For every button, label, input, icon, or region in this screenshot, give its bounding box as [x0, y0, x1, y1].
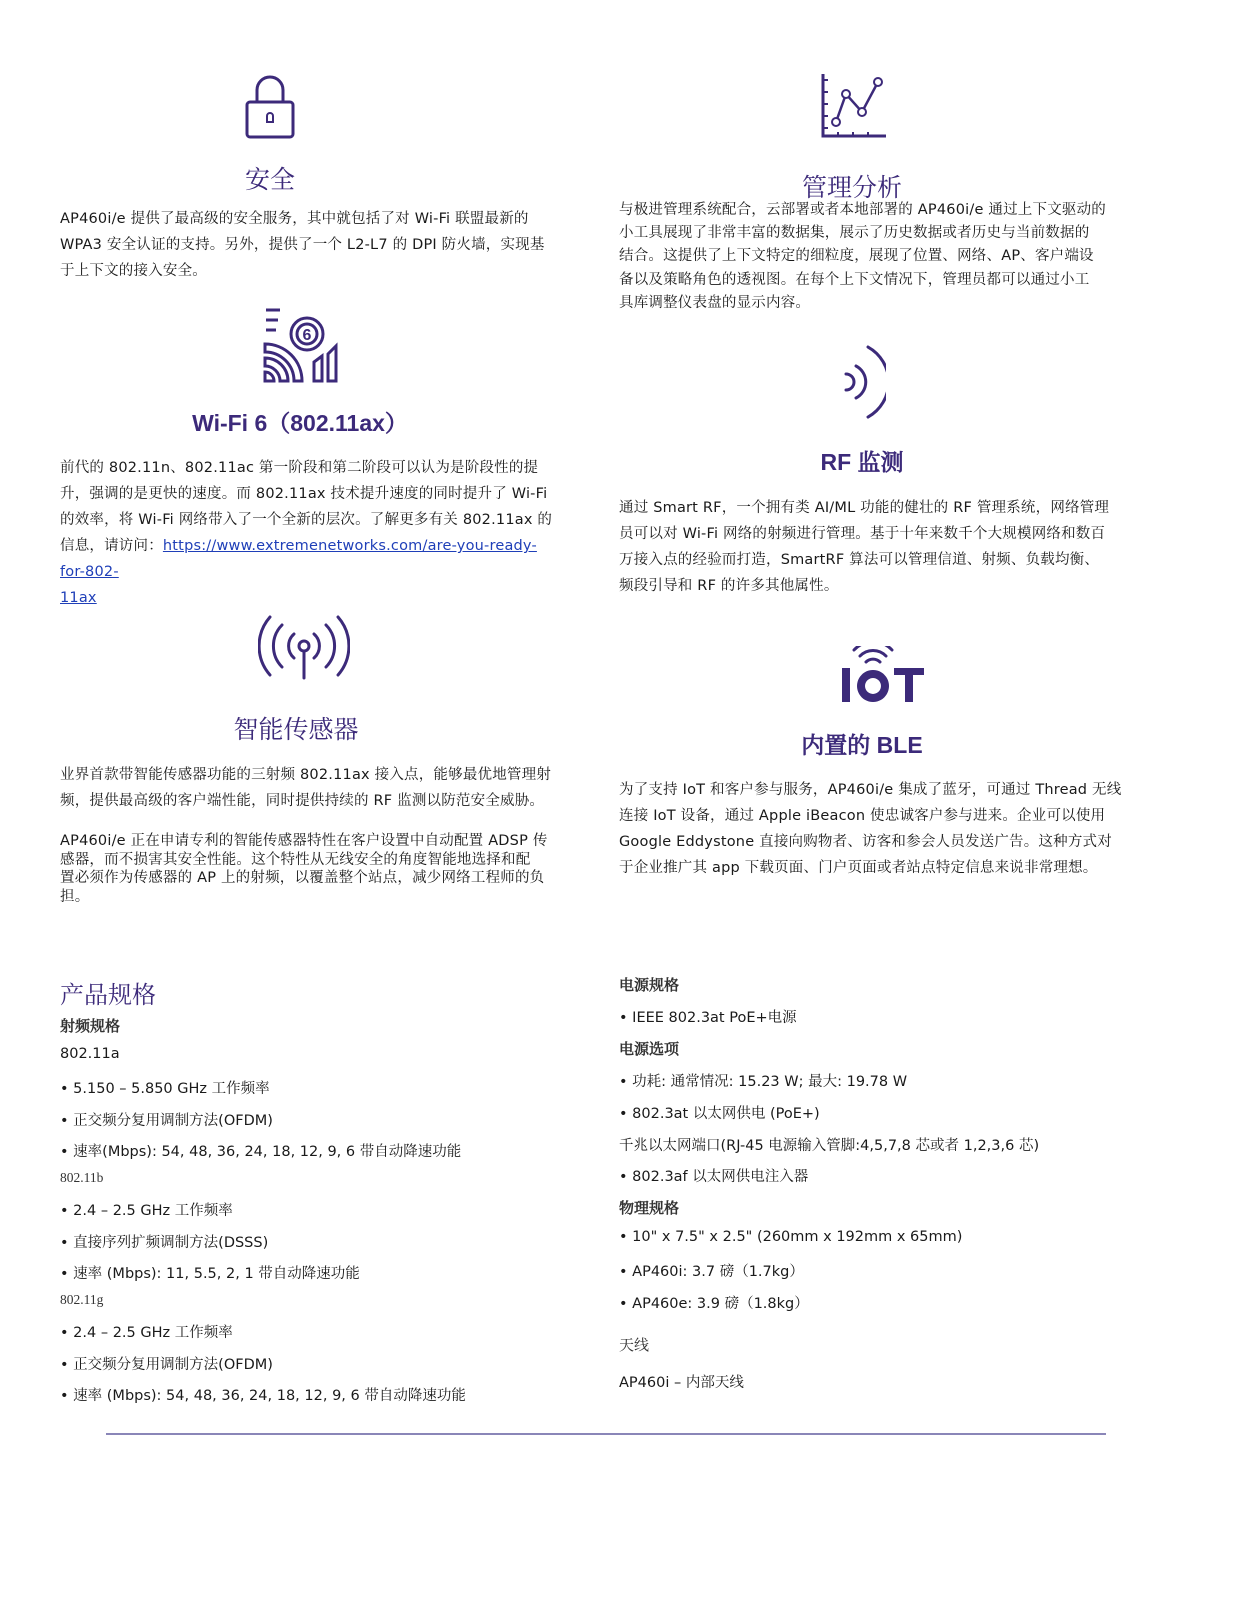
spec-80211a-label: 802.11a: [60, 1046, 120, 1062]
power-spec-heading: 电源规格: [619, 976, 680, 994]
ble-title: 内置的 BLE: [801, 732, 923, 758]
footer-divider: [106, 1433, 1106, 1435]
rf-waves-icon: [840, 344, 886, 420]
power-option-item: • 802.3at 以太网供电 (PoE+): [619, 1106, 820, 1122]
spec-80211b-item: • 直接序列扩频调制方法(DSSS): [60, 1235, 269, 1251]
rf-spec-heading: 射频规格: [60, 1017, 121, 1035]
physical-spec-heading: 物理规格: [619, 1199, 680, 1217]
ble-description: 为了支持 IoT 和客户参与服务，AP460i/e 集成了蓝牙，可通过 Thread 无线 连接 IoT 设备，通过 Apple iBeacon 使忠诚客户参与进来。企业可以使用 Google Eddystone 直接向购物者、访客和参会人员发送广告。这种方式对 于企业推广其 app 下载页面、门户页面或者站点特定信息来说非常理想。: [619, 782, 1122, 876]
sensor-title: 智能传感器: [233, 715, 359, 744]
spec-80211g-label: 802.11g: [60, 1292, 104, 1307]
security-title: 安全: [244, 165, 295, 194]
antenna-icon: [258, 614, 350, 680]
spec-80211a-item: • 速率(Mbps): 54, 48, 36, 24, 18, 12, 9, 6 带自动降速功能: [60, 1144, 462, 1160]
rf-description: 通过 Smart RF，一个拥有类 AI/ML 功能的健壮的 RF 管理系统，网络管理 员可以对 Wi-Fi 网络的射频进行管理。基于十年来数千个大规模网络和数百 万接入点的经验而打造，SmartRF 算法可以管理信道、射频、负载均衡、 频段引导和 RF 的许多其他属性。: [619, 500, 1110, 594]
wifi6-description: 前代的 802.11n、802.11ac 第一阶段和第二阶段可以认为是阶段性的提 升，强调的是更快的速度。而 802.11ax 技术提升速度的同时提升了 Wi-Fi 的效率，将 Wi-Fi 网络带入了一个全新的层次。了解更多有关 802.11ax 的 信息，请访问：https://www.extremenetworks.com/are-you-ready-for-802- 11ax: [60, 460, 553, 606]
power-option-item: • 功耗: 通常情况: 15.23 W; 最大: 19.78 W: [619, 1074, 908, 1090]
sensor-description-1: 业界首款带智能传感器功能的三射频 802.11ax 接入点，能够最优地管理射 频，提供最高级的客户端性能，同时提供持续的 RF 监测以防范安全威胁。: [60, 767, 552, 809]
power-option-item: 千兆以太网端口(RJ-45 电源输入管脚:4,5,7,8 芯或者 1,2,3,6 芯): [619, 1138, 1040, 1154]
spec-80211g-item: • 2.4 – 2.5 GHz 工作频率: [60, 1325, 233, 1341]
power-option-item: • 802.3af 以太网供电注入器: [619, 1169, 809, 1185]
analytics-description: 与极进管理系统配合，云部署或者本地部署的 AP460i/e 通过上下文驱动的 小工具展现了非常丰富的数据集，展示了历史数据或者历史与当前数据的 结合。这提供了上下文特定的细粒度，展现了位置、网络、AP、客户端设 备以及策略角色的透视图。在每个上下文情况下，管理员都可以通过小工 具库调整仪表盘的显示内容。: [619, 202, 1106, 311]
sensor-description-2: AP460i/e 正在申请专利的智能传感器特性在客户设置中自动配置 ADSP 传 感器，而不损害其安全性能。这个特性从无线安全的角度智能地选择和配 置必须作为传感器的 AP 上的射频，以覆盖整个站点，减少网络工程师的负 担。: [60, 833, 548, 905]
power-options-heading: 电源选项: [619, 1040, 680, 1058]
spec-80211b-item: • 2.4 – 2.5 GHz 工作频率: [60, 1203, 233, 1219]
spec-80211b-label: 802.11b: [60, 1170, 104, 1185]
analytics-title: 管理分析: [801, 173, 902, 202]
line-chart-icon: [818, 72, 888, 140]
physical-spec-item: • AP460e: 3.9 磅（1.8kg）: [619, 1296, 809, 1312]
physical-spec-item: • 10" x 7.5" x 2.5" (260mm x 192mm x 65mm): [619, 1229, 963, 1245]
spec-80211a-item: • 5.150 – 5.850 GHz 工作频率: [60, 1081, 270, 1097]
spec-80211g-item: • 正交频分复用调制方法(OFDM): [60, 1357, 273, 1373]
iot-icon: [840, 646, 928, 704]
svg-text:6: 6: [302, 327, 312, 344]
wifi6-icon: [262, 306, 340, 384]
specs-title: 产品规格: [60, 981, 156, 1009]
rf-title: RF 监测: [820, 449, 904, 475]
wifi6-title: Wi-Fi 6（802.11ax）: [192, 410, 408, 436]
spec-80211g-item: • 速率 (Mbps): 54, 48, 36, 24, 18, 12, 9, 6 带自动降速功能: [60, 1388, 466, 1404]
wifi6-link-continued[interactable]: 11ax: [60, 590, 97, 606]
antenna-heading: 天线: [619, 1336, 650, 1354]
lock-icon: [244, 72, 296, 140]
spec-80211a-item: • 正交频分复用调制方法(OFDM): [60, 1113, 273, 1129]
power-spec-item: • IEEE 802.3at PoE+电源: [619, 1010, 797, 1026]
wifi6-link[interactable]: https://www.extremenetworks.com/are-you-ready-for-802-: [60, 538, 537, 580]
antenna-item: AP460i – 内部天线: [619, 1375, 744, 1391]
security-description: AP460i/e 提供了最高级的安全服务，其中就包括了对 Wi-Fi 联盟最新的 WPA3 安全认证的支持。另外，提供了一个 L2-L7 的 DPI 防火墙，实现基 于上下文的接入安全。: [60, 211, 545, 279]
physical-spec-item: • AP460i: 3.7 磅（1.7kg）: [619, 1264, 804, 1280]
spec-80211b-item: • 速率 (Mbps): 11, 5.5, 2, 1 带自动降速功能: [60, 1266, 360, 1282]
